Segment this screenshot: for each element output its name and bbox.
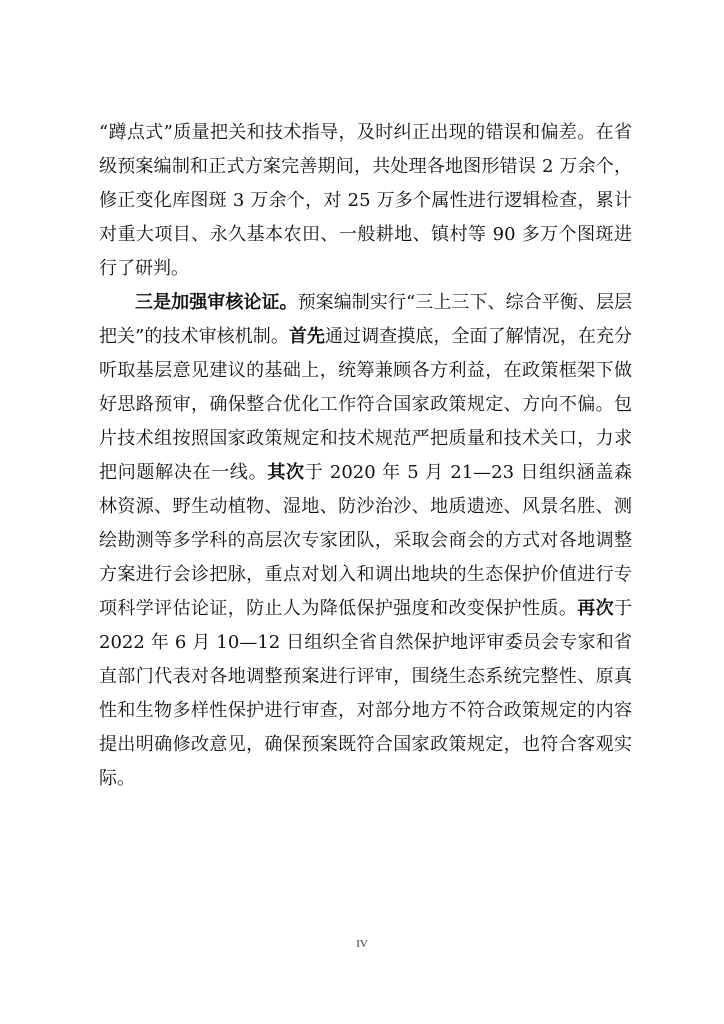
page-number: IV [356,938,368,950]
first-text: 通过调查摸底，全面了解情况，在充分听取基层意见建议的基础上，统筹兼顾各方利益，在政策框架下做好思路预审，确保整合优化工作符合国家政策规定、方向不偏。包片技术组按照国家政策规定和技术规范严把质量和技术关口，力求把问题解决在一线。 [99,326,633,483]
second-label: 其次 [267,462,305,483]
paragraph-1-text: “蹲点式”质量把关和技术指导，及时纠正出现的错误和偏差。在省级预案编制和正式方案完善期间，共处理各地图形错误 2 万余个，修正变化库图斑 3 万余个，对 25 万多个属性进行逻辑检查，累计对重大项目、永久基本农田、一般耕地、镇村等 90 多万个图斑进行了研判。 [99,122,632,279]
intro-text: 预案编制实行“三上三下、综合平衡、层层把关”的技术审核机制。 [99,292,633,347]
paragraph-review-verification [99,286,632,796]
first-label: 首先 [288,326,326,347]
third-text: 于 2022 年 6 月 10—12 日组织全省自然保护地评审委员会专家和省直部门代表对各地调整预案进行评审，围绕生态系统完整性、原真性和生物多样性保护进行审查，对部分地方不符合政策规定的内容提出明确修改意见，确保预案既符合国家政策规定，也符合客观实际。 [99,598,633,789]
third-label: 再次 [577,598,615,619]
paragraph-quality-control [99,116,632,286]
body-text [99,116,632,796]
second-text: 于 2020 年 5 月 21—23 日组织涵盖森林资源、野生动植物、湿地、防沙治沙、地质遗迹、风景名胜、测绘勘测等多学科的高层次专家团队，采取会商会的方式对各地调整方案进行会诊把脉，重点对划入和调出地块的生态保护价值进行专项科学评估论证，防止人为降低保护强度和改变保护性质。 [99,462,633,619]
section-heading: 三是加强审核论证。 [135,292,298,313]
